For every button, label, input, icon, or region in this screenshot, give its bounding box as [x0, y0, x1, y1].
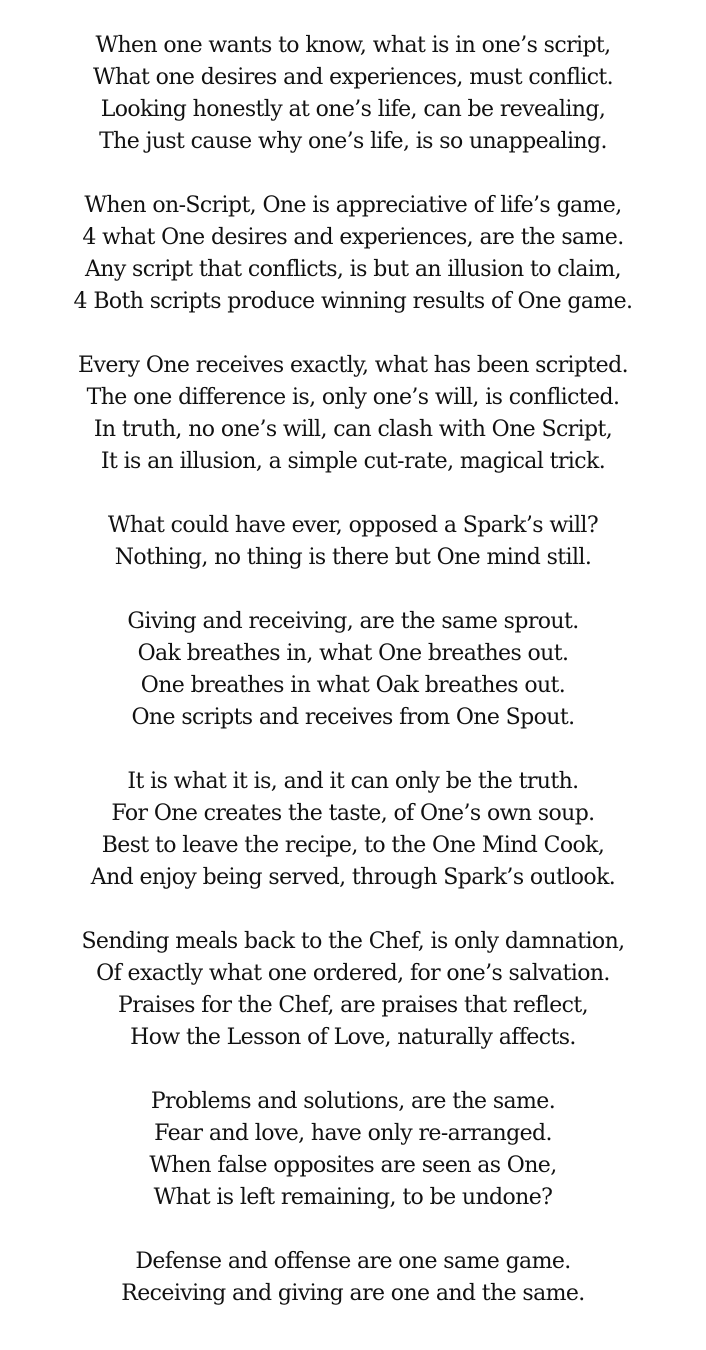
poem-line: When false opposites are seen as One,: [149, 1153, 557, 1178]
poem-line: The one difference is, only one’s will, is conflicted.: [86, 385, 620, 410]
poem-stanza: [0, 606, 706, 734]
poem-stanza: [0, 1246, 706, 1310]
poem-line: Of exactly what one ordered, for one’s salvation.: [96, 961, 610, 986]
poem-line: How the Lesson of Love, naturally affects.: [130, 1025, 576, 1050]
poem-line: One breathes in what Oak breathes out.: [140, 673, 566, 698]
poem-line: Sending meals back to the Chef, is only damnation,: [81, 929, 625, 954]
poem-line: Giving and receiving, are the same sprout.: [127, 609, 579, 634]
poem-line: What one desires and experiences, must conflict.: [92, 65, 614, 90]
poem-line: Any script that conflicts, is but an illusion to claim,: [84, 257, 622, 282]
poem-line: Nothing, no thing is there but One mind still.: [114, 545, 592, 570]
poem-stanza: [0, 30, 706, 158]
poem-line: The just cause why one’s life, is so unappealing.: [99, 129, 607, 154]
poem-stanza: [0, 766, 706, 894]
poem-line: Looking honestly at one’s life, can be revealing,: [100, 97, 606, 122]
poem-line: Problems and solutions, are the same.: [150, 1089, 556, 1114]
poem-line: For One creates the taste, of One’s own soup.: [111, 801, 595, 826]
poem-line: When on-Script, One is appreciative of life’s game,: [84, 193, 622, 218]
poem-line: Fear and love, have only re-arranged.: [154, 1121, 552, 1146]
poem-line: Defense and offense are one same game.: [135, 1249, 571, 1274]
poem-stanza: [0, 510, 706, 574]
poem-stanza: [0, 350, 706, 478]
poem-line: Every One receives exactly, what has been scripted.: [78, 353, 628, 378]
poem-line: 4 what One desires and experiences, are the same.: [82, 225, 624, 250]
poem-line: Praises for the Chef, are praises that reflect,: [118, 993, 588, 1018]
poem-line: Oak breathes in, what One breathes out.: [137, 641, 569, 666]
poem-line: What could have ever, opposed a Spark’s will?: [107, 513, 599, 538]
poem-line: 4 Both scripts produce winning results of One game.: [73, 289, 633, 314]
poem-line: One scripts and receives from One Spout.: [131, 705, 575, 730]
poem-line: And enjoy being served, through Spark’s outlook.: [90, 865, 616, 890]
poem-line: Receiving and giving are one and the same.: [121, 1281, 585, 1306]
poem-line: When one wants to know, what is in one’s script,: [95, 33, 611, 58]
poem-stanza: [0, 190, 706, 318]
poem-stanza: [0, 1086, 706, 1214]
poem-stanza: [0, 926, 706, 1054]
poem-line: What is left remaining, to be undone?: [153, 1185, 553, 1210]
poem-line: In truth, no one’s will, can clash with One Script,: [93, 417, 613, 442]
poem-line: Best to leave the recipe, to the One Mind Cook,: [101, 833, 605, 858]
poem-line: It is an illusion, a simple cut-rate, magical trick.: [100, 449, 606, 474]
poem-line: It is what it is, and it can only be the truth.: [127, 769, 579, 794]
poem-text: [0, 30, 706, 1342]
